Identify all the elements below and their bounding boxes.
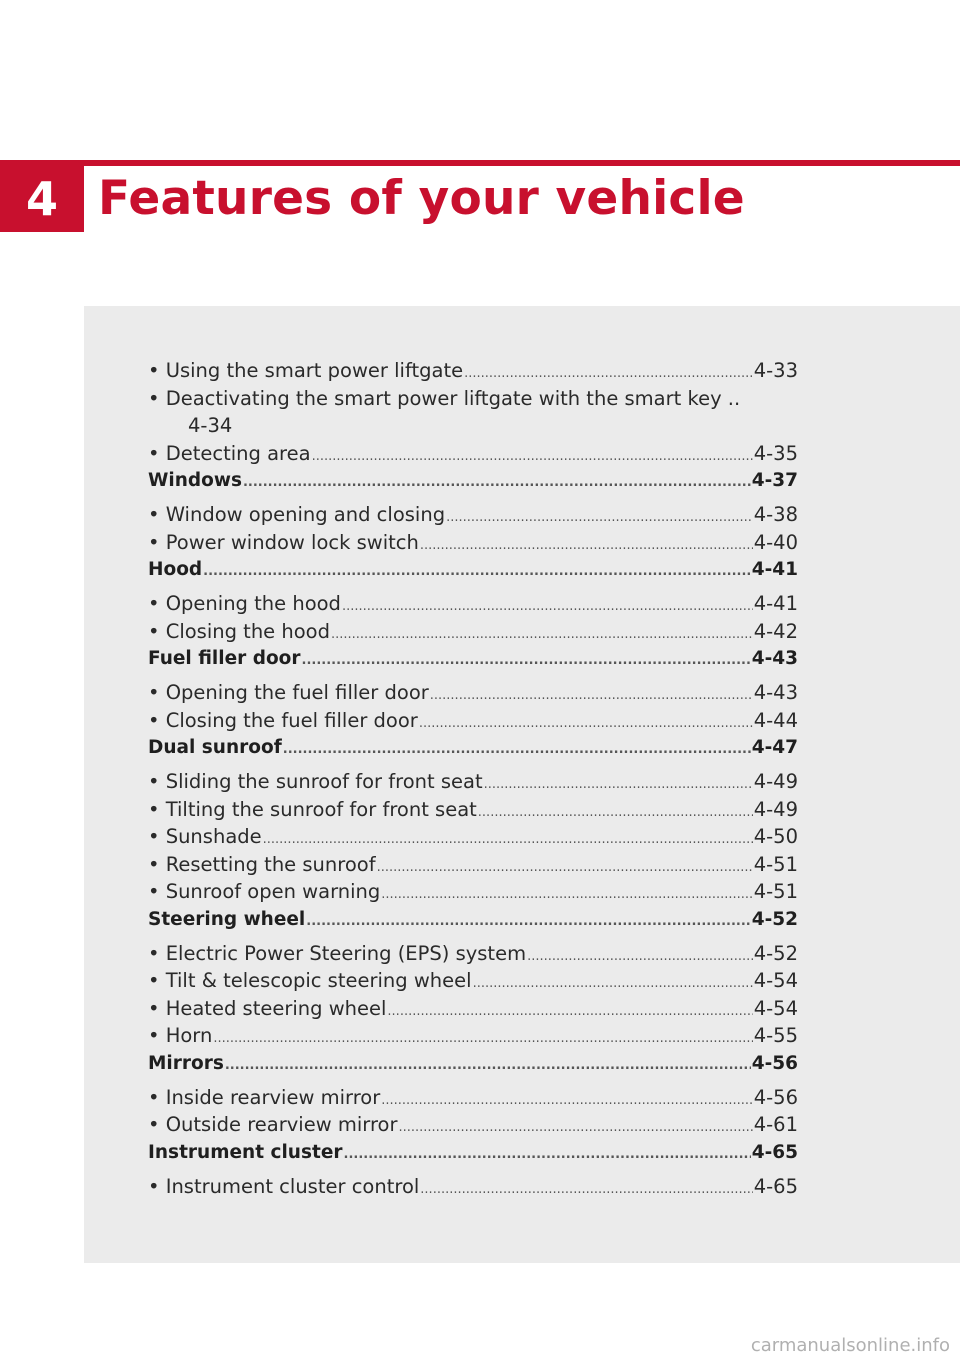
toc-entry-page: 4-65 xyxy=(751,1141,798,1163)
toc-leader-dots xyxy=(381,878,752,906)
toc-leader-dots xyxy=(203,556,751,584)
toc-entry-label: • Resetting the sunroof xyxy=(148,852,376,876)
toc-leader-dots xyxy=(342,590,753,618)
toc-leader-dots xyxy=(302,645,751,673)
toc-leader-dots xyxy=(381,1084,752,1112)
watermark: carmanualsonline.info xyxy=(750,1335,950,1356)
toc-entry-page: 4-52 xyxy=(751,908,798,930)
toc-entry-page: 4-54 xyxy=(753,969,798,992)
toc-entry-page: 4-52 xyxy=(753,941,798,965)
toc-entry-label: • Tilt & telescopic steering wheel xyxy=(148,969,472,992)
toc-entry-label: • Opening the fuel filler door xyxy=(148,681,429,704)
toc-leader-dots xyxy=(527,940,753,968)
toc-entry-page: 4-54 xyxy=(753,996,798,1020)
toc-entry-page: 4-50 xyxy=(753,825,798,848)
toc-leader-dots xyxy=(484,768,753,796)
toc-entry-page: 4-65 xyxy=(753,1174,798,1198)
toc-section-entry[interactable] xyxy=(148,906,798,934)
toc-leader-dots xyxy=(420,529,753,557)
toc-leader-dots xyxy=(331,618,753,646)
toc-subentry[interactable] xyxy=(148,967,798,995)
toc-entry-page: 4-38 xyxy=(753,503,798,526)
toc-entry-label: • Sliding the sunroof for front seat xyxy=(148,770,483,793)
toc-entry-page: 4-35 xyxy=(753,441,798,465)
toc-subentry[interactable] xyxy=(148,357,798,385)
toc-entry-page: 4-33 xyxy=(753,359,798,382)
toc-leader-dots xyxy=(312,440,753,468)
toc-entry-page: 4-51 xyxy=(753,880,798,903)
toc-entry-page: 4-34 xyxy=(188,414,233,437)
toc-subentry[interactable] xyxy=(148,1022,798,1050)
toc-entry-label: • Inside rearview mirror xyxy=(148,1085,381,1109)
toc-entry-label: • Deactivating the smart power liftgate with the smart key .. xyxy=(148,386,741,410)
toc-entry-page: 4-40 xyxy=(753,530,798,554)
toc-subentry[interactable] xyxy=(148,1084,798,1112)
toc-leader-dots xyxy=(344,1139,751,1167)
toc-subentry[interactable] xyxy=(148,851,798,879)
toc-entry-label: Mirrors xyxy=(148,1052,224,1074)
toc-leader-dots xyxy=(283,734,751,762)
toc-entry-page: 4-56 xyxy=(753,1085,798,1109)
toc-subentry[interactable] xyxy=(148,796,798,824)
toc-section-entry[interactable] xyxy=(148,1139,798,1167)
toc-subentry[interactable] xyxy=(148,823,798,851)
toc-entry-label: • Closing the fuel filler door xyxy=(148,708,418,732)
toc-entry-label: • Heated steering wheel xyxy=(148,996,387,1020)
toc-entry-label: • Instrument cluster control xyxy=(148,1174,420,1198)
toc-entry-label: • Sunroof open warning xyxy=(148,880,381,903)
toc-entry-page: 4-47 xyxy=(751,737,798,758)
toc-section-entry[interactable] xyxy=(148,467,798,495)
toc-section-entry[interactable] xyxy=(148,734,798,762)
toc-section-entry[interactable] xyxy=(148,556,798,584)
toc-entry-label: • Opening the hood xyxy=(148,592,341,615)
toc-entry-page: 4-61 xyxy=(753,1113,798,1136)
toc-entry-label: • Window opening and closing xyxy=(148,503,446,526)
toc-leader-dots xyxy=(213,1022,752,1050)
toc-leader-dots xyxy=(377,851,753,879)
toc-subentry[interactable] xyxy=(148,940,798,968)
toc-entry-label: • Using the smart power liftgate xyxy=(148,359,464,382)
toc-subentry[interactable] xyxy=(148,679,798,707)
toc-entry-page: 4-56 xyxy=(751,1052,798,1074)
toc-entry-page: 4-51 xyxy=(753,852,798,876)
table-of-contents xyxy=(148,357,798,1200)
toc-entry-label: • Horn xyxy=(148,1024,213,1047)
toc-entry-label: Windows xyxy=(148,470,242,491)
toc-leader-dots xyxy=(464,357,753,385)
toc-section-entry[interactable] xyxy=(148,645,798,673)
toc-leader-dots xyxy=(243,467,751,495)
toc-entry-label: • Tilting the sunroof for front seat xyxy=(148,797,477,821)
toc-leader-dots xyxy=(306,906,750,934)
toc-entry-label: • Sunshade xyxy=(148,825,262,848)
toc-leader-dots xyxy=(387,995,752,1023)
toc-leader-dots xyxy=(263,823,753,851)
toc-section-entry[interactable] xyxy=(148,1050,798,1078)
toc-entry-label: Hood xyxy=(148,559,203,580)
toc-subentry[interactable] xyxy=(148,529,798,557)
toc-entry-page: 4-55 xyxy=(753,1024,798,1047)
toc-entry-label: • Detecting area xyxy=(148,441,311,465)
toc-subentry[interactable] xyxy=(148,768,798,796)
toc-leader-dots xyxy=(473,967,753,995)
toc-entry-page: 4-44 xyxy=(753,708,798,732)
toc-subentry[interactable] xyxy=(148,878,798,906)
toc-entry-page: 4-42 xyxy=(753,619,798,643)
toc-entry-page: 4-37 xyxy=(751,470,798,491)
toc-entry-page: 4-41 xyxy=(753,592,798,615)
toc-entry-page: 4-49 xyxy=(753,797,798,821)
toc-entry-label: • Power window lock switch xyxy=(148,530,419,554)
toc-subentry[interactable] xyxy=(148,618,798,646)
toc-leader-dots xyxy=(398,1111,752,1139)
toc-leader-dots xyxy=(420,1173,752,1201)
chapter-number-badge: 4 xyxy=(0,166,84,232)
toc-entry-label: Steering wheel xyxy=(148,908,306,930)
toc-entry-page: 4-43 xyxy=(753,681,798,704)
toc-subentry[interactable] xyxy=(148,440,798,468)
toc-leader-dots xyxy=(446,501,753,529)
toc-entry-label: • Outside rearview mirror xyxy=(148,1113,398,1136)
chapter-title: Features of your vehicle xyxy=(98,171,745,226)
toc-leader-dots xyxy=(225,1050,751,1078)
toc-leader-dots xyxy=(430,679,753,707)
toc-subentry[interactable] xyxy=(148,501,798,529)
toc-subentry[interactable] xyxy=(148,590,798,618)
toc-entry-page: 4-41 xyxy=(751,559,798,580)
toc-subentry[interactable] xyxy=(148,1173,798,1201)
toc-entry-label: • Electric Power Steering (EPS) system xyxy=(148,941,527,965)
toc-entry-label: Instrument cluster xyxy=(148,1141,343,1163)
toc-entry-page: 4-43 xyxy=(751,648,798,669)
toc-entry-label: Fuel filler door xyxy=(148,648,301,669)
toc-leader-dots xyxy=(419,707,753,735)
toc-leader-dots xyxy=(478,796,753,824)
toc-subentry[interactable] xyxy=(148,707,798,735)
toc-subentry[interactable] xyxy=(148,995,798,1023)
toc-entry-page: 4-49 xyxy=(753,770,798,793)
toc-subentry[interactable] xyxy=(148,1111,798,1139)
toc-entry-label: Dual sunroof xyxy=(148,737,282,758)
toc-entry-label: • Closing the hood xyxy=(148,619,330,643)
toc-subentry[interactable] xyxy=(148,385,798,440)
